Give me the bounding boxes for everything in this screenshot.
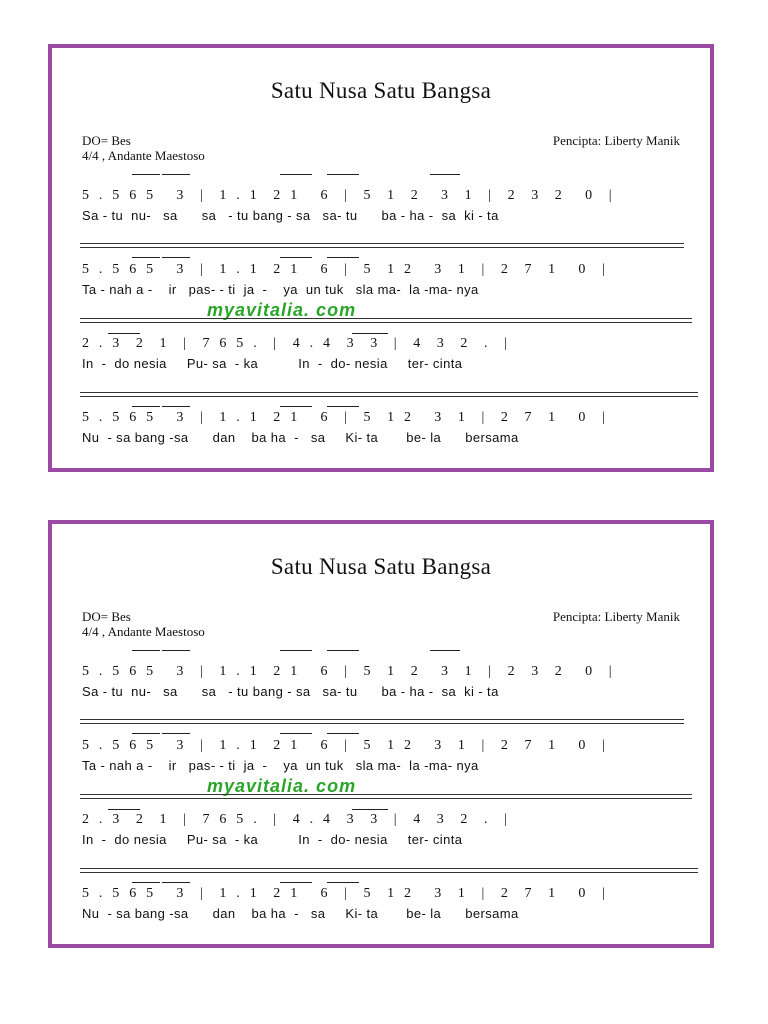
beam-mark (132, 257, 160, 258)
beam-mark (280, 733, 312, 734)
notation-line-3: 2 . 3 2 1 | 7 6 5 . | 4 . 4 3 3 | 4 3 2 . | (82, 336, 511, 351)
beam-mark (132, 882, 160, 883)
lyrics-line-3: In - do nesia Pu- sa - ka In - do- nesia ter- cinta (82, 356, 463, 371)
double-rule (80, 318, 692, 323)
watermark: myavitalia. com (207, 300, 357, 320)
composer-credit: Pencipta: Liberty Manik (552, 133, 680, 148)
double-rule (80, 794, 692, 799)
beam-mark (327, 733, 359, 734)
beam-mark (162, 257, 190, 258)
lyrics-line-1: Sa - tu nu- sa sa - tu bang - sa sa- tu ba - ha - sa ki - ta (82, 684, 499, 699)
beam-mark (327, 257, 359, 258)
tempo-marking: 4/4 , Andante Maestoso (82, 148, 205, 163)
beam-mark (162, 882, 190, 883)
composer-credit: Pencipta: Liberty Manik (552, 609, 680, 624)
beam-mark (280, 882, 312, 883)
beam-mark (327, 650, 359, 651)
double-rule (80, 243, 684, 248)
beam-mark (280, 406, 312, 407)
beam-mark (162, 733, 190, 734)
beam-mark (327, 406, 359, 407)
beam-mark (352, 809, 388, 810)
beam-mark (132, 733, 160, 734)
beam-mark (430, 650, 460, 651)
notation-line-1: 5 . 5 6 5 3 | 1 . 1 2 1 6 | 5 1 2 3 1 | 2 3 2 0 | (82, 664, 615, 679)
beam-mark (327, 174, 359, 175)
beam-mark (430, 174, 460, 175)
lyrics-line-4: Nu - sa bang -sa dan ba ha - sa Ki- ta be- la bersama (82, 430, 519, 445)
key-signature: DO= Bes (82, 609, 131, 624)
beam-mark (132, 174, 160, 175)
notation-line-2: 5 . 5 6 5 3 | 1 . 1 2 1 6 | 5 1 2 3 1 | 2 7 1 0 | (82, 738, 609, 753)
lyrics-line-1: Sa - tu nu- sa sa - tu bang - sa sa- tu ba - ha - sa ki - ta (82, 208, 499, 223)
beam-mark (352, 333, 388, 334)
lyrics-line-2: Ta - nah a - ir pas- - ti ja - ya un tuk sla ma- la -ma- nya (82, 282, 479, 297)
beam-mark (327, 882, 359, 883)
beam-mark (108, 809, 140, 810)
tempo-marking: 4/4 , Andante Maestoso (82, 624, 205, 639)
notation-line-3: 2 . 3 2 1 | 7 6 5 . | 4 . 4 3 3 | 4 3 2 . | (82, 812, 511, 827)
song-card-1 (48, 44, 714, 472)
notation-line-4: 5 . 5 6 5 3 | 1 . 1 2 1 6 | 5 1 2 3 1 | 2 7 1 0 | (82, 410, 609, 425)
notation-line-1: 5 . 5 6 5 3 | 1 . 1 2 1 6 | 5 1 2 3 1 | 2 3 2 0 | (82, 188, 615, 203)
beam-mark (132, 650, 160, 651)
double-rule (80, 719, 684, 724)
song-card-2 (48, 520, 714, 948)
double-rule (80, 868, 698, 873)
notation-line-4: 5 . 5 6 5 3 | 1 . 1 2 1 6 | 5 1 2 3 1 | 2 7 1 0 | (82, 886, 609, 901)
lyrics-line-2: Ta - nah a - ir pas- - ti ja - ya un tuk sla ma- la -ma- nya (82, 758, 479, 773)
watermark: myavitalia. com (207, 776, 357, 796)
lyrics-line-4: Nu - sa bang -sa dan ba ha - sa Ki- ta be- la bersama (82, 906, 519, 921)
key-signature: DO= Bes (82, 133, 131, 148)
beam-mark (162, 650, 190, 651)
beam-mark (280, 174, 312, 175)
notation-line-2: 5 . 5 6 5 3 | 1 . 1 2 1 6 | 5 1 2 3 1 | 2 7 1 0 | (82, 262, 609, 277)
song-title: Satu Nusa Satu Bangsa (270, 78, 492, 103)
beam-mark (108, 333, 140, 334)
song-title: Satu Nusa Satu Bangsa (270, 554, 492, 579)
beam-mark (280, 650, 312, 651)
double-rule (80, 392, 698, 397)
beam-mark (162, 406, 190, 407)
lyrics-line-3: In - do nesia Pu- sa - ka In - do- nesia ter- cinta (82, 832, 463, 847)
beam-mark (162, 174, 190, 175)
beam-mark (280, 257, 312, 258)
beam-mark (132, 406, 160, 407)
